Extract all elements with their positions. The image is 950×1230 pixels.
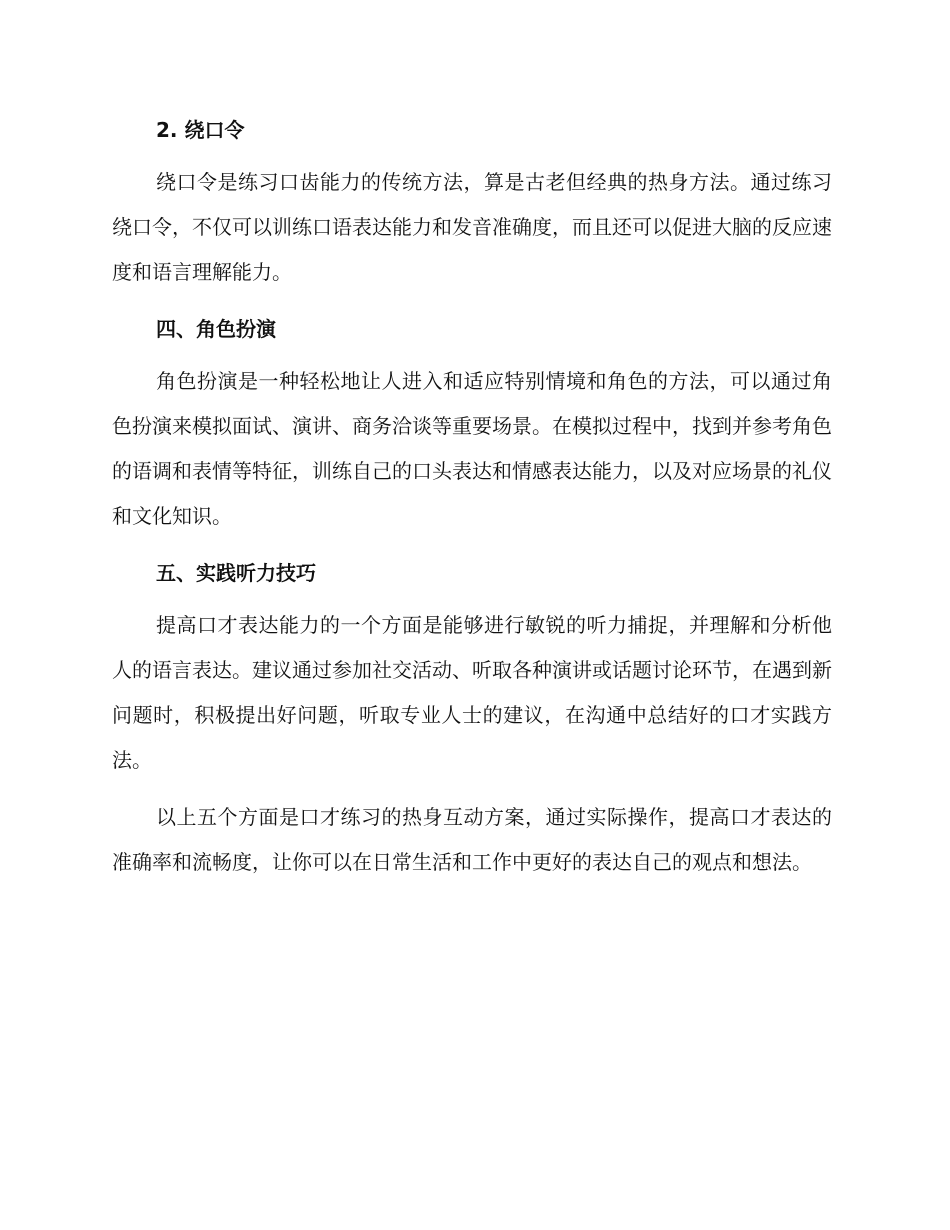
section-paragraph: 绕口令是练习口齿能力的传统方法，算是古老但经典的热身方法。通过练习绕口令，不仅可以训练口语表达能力和发音准确度，而且还可以促进大脑的反应速度和语言理解能力。 (112, 170, 832, 284)
section-role-play (112, 307, 832, 539)
section-heading: 2. 绕口令 (156, 118, 245, 142)
section-heading: 五、实践听力技巧 (156, 561, 316, 585)
section-listening-skills (112, 551, 832, 783)
section-heading: 四、角色扮演 (156, 317, 276, 341)
section-paragraph: 提高口才表达能力的一个方面是能够进行敏锐的听力捕捉，并理解和分析他人的语言表达。建议通过参加社交活动、听取各种演讲或话题讨论环节，在遇到新问题时，积极提出好问题，听取专业人士的建议，在沟通中总结好的口才实践方法。 (112, 613, 832, 772)
document-page (112, 108, 832, 897)
section-tongue-twister (112, 108, 832, 295)
section-paragraph: 角色扮演是一种轻松地让人进入和适应特别情境和角色的方法，可以通过角色扮演来模拟面试、演讲、商务洽谈等重要场景。在模拟过程中，找到并参考角色的语调和表情等特征，训练自己的口头表达和情感表达能力，以及对应场景的礼仪和文化知识。 (112, 369, 832, 528)
conclusion-paragraph: 以上五个方面是口才练习的热身互动方案，通过实际操作，提高口才表达的准确率和流畅度，让你可以在日常生活和工作中更好的表达自己的观点和想法。 (112, 805, 832, 874)
